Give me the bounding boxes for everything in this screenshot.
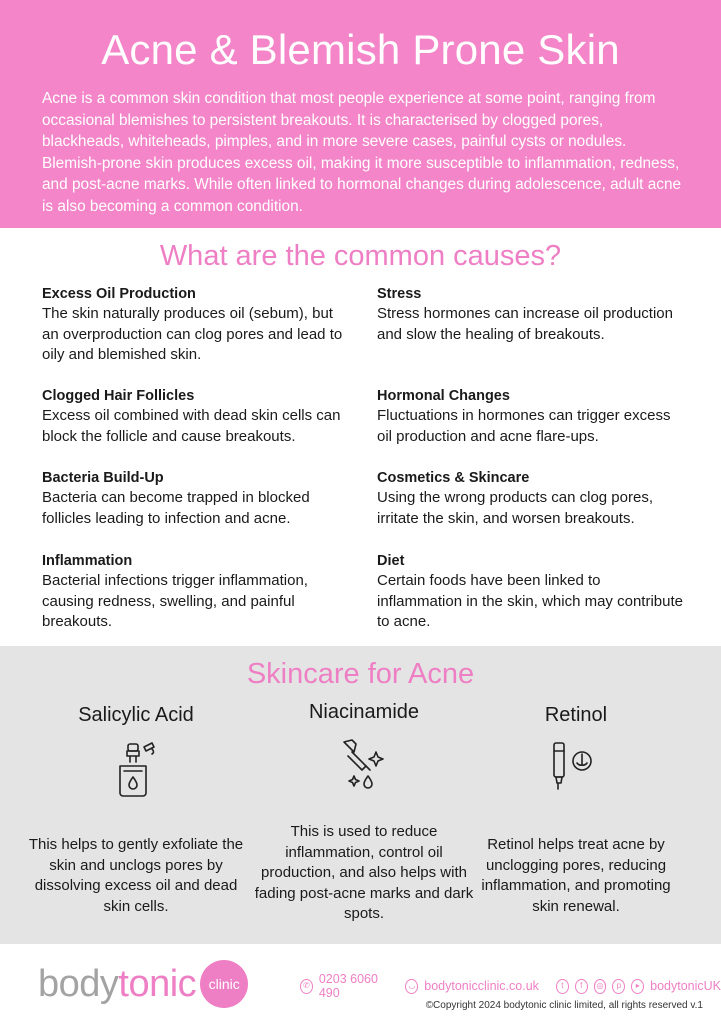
cause-heading: Clogged Hair Follicles xyxy=(42,388,195,404)
dropper-bottle-icon xyxy=(106,739,166,799)
product-name: Retinol xyxy=(544,704,608,726)
website-link[interactable]: bodytonicclinic.co.uk xyxy=(424,979,539,993)
logo-text-body: body xyxy=(38,962,119,1005)
social-handle[interactable]: bodytonicUK xyxy=(650,979,721,993)
cause-text: Excess oil combined with dead skin cells can block the follicle and cause breakouts. xyxy=(42,407,341,445)
product-description: Retinol helps treat acne by unclogging pores, reducing inflammation, and promoting skin renewal. xyxy=(481,836,671,915)
cause-heading: Hormonal Changes xyxy=(377,388,510,404)
skincare-title: Skincare for Acne xyxy=(246,658,475,690)
logo-clinic-badge: clinic xyxy=(200,960,248,1008)
cause-text: Bacterial infections trigger inflammation, causing redness, swelling, and painful breakouts. xyxy=(42,572,308,630)
pinterest-icon[interactable]: p xyxy=(612,979,625,994)
cause-item xyxy=(42,387,352,447)
cause-text: Stress hormones can increase oil production and slow the healing of breakouts. xyxy=(377,305,673,343)
cause-text: The skin naturally produces oil (sebum), but an overproduction can clog pores and lead to oily and blemished skin. xyxy=(42,305,343,363)
cause-heading: Cosmetics & Skincare xyxy=(377,470,530,486)
cause-item xyxy=(42,285,352,366)
product-description: This helps to gently exfoliate the skin and unclogs pores by dissolving excess oil and dead skin cells. xyxy=(28,836,244,915)
cause-heading: Stress xyxy=(377,286,422,302)
instagram-icon[interactable]: ◎ xyxy=(594,979,607,994)
cause-heading: Excess Oil Production xyxy=(42,286,196,302)
copyright-text: ©Copyright 2024 bodytonic clinic limited, all rights reserved v.1 xyxy=(425,1000,703,1011)
cause-item xyxy=(377,469,687,529)
serum-tube-icon xyxy=(546,739,606,799)
skincare-section xyxy=(0,646,721,944)
cause-item xyxy=(377,387,687,447)
intro-paragraph: Acne is a common skin condition that most people experience at some point, ranging from occasional blemishes to persistent breakouts. It is characterised by clogged pores, blackheads, whiteheads, pimples, and in more severe cases, painful cysts or nodules. Blemish-prone skin produces excess oil, making it more susceptible to inflammation, redness, and post-acne marks. While often linked to hormonal changes during adolescence, adult acne is also becoming a common condition. xyxy=(42,90,682,215)
cause-item xyxy=(42,469,352,529)
phone-icon: ✆ xyxy=(300,979,313,994)
twitter-icon[interactable]: t xyxy=(556,979,569,994)
product-card-niacinamide xyxy=(254,701,474,925)
cause-text: Fluctuations in hormones can trigger excess oil production and acne flare-ups. xyxy=(377,407,671,445)
header-banner xyxy=(0,0,721,228)
web-icon: ◡ xyxy=(405,979,418,994)
cause-heading: Bacteria Build-Up xyxy=(42,470,164,486)
cause-item xyxy=(42,552,352,633)
facebook-icon[interactable]: f xyxy=(575,979,588,994)
footer xyxy=(0,944,721,1024)
brand-logo[interactable] xyxy=(38,960,248,1008)
product-card-retinol xyxy=(466,704,686,917)
cause-item xyxy=(377,552,687,633)
product-name: Salicylic Acid xyxy=(78,704,194,726)
cause-item xyxy=(377,285,687,345)
product-description: This is used to reduce inflammation, control oil production, and also helps with fading post-acne marks and dark spots. xyxy=(254,823,474,922)
causes-title: What are the common causes? xyxy=(159,240,562,272)
logo-text-tonic: tonic xyxy=(118,962,197,1005)
contact-bar xyxy=(300,972,721,1000)
cause-heading: Inflammation xyxy=(42,553,133,569)
youtube-icon[interactable]: ▸ xyxy=(631,979,644,994)
product-card-salicylic xyxy=(26,704,246,917)
page-title: Acne & Blemish Prone Skin xyxy=(101,26,620,73)
cause-text: Using the wrong products can clog pores, irritate the skin, and worsen breakouts. xyxy=(377,489,653,527)
cause-text: Certain foods have been linked to inflammation in the skin, which may contribute to acne. xyxy=(377,572,683,630)
phone-number[interactable]: 0203 6060 490 xyxy=(318,972,378,1000)
pipette-sparkle-icon xyxy=(334,734,394,794)
product-name: Niacinamide xyxy=(308,701,420,723)
cause-heading: Diet xyxy=(377,553,405,569)
cause-text: Bacteria can become trapped in blocked follicles leading to infection and acne. xyxy=(42,489,310,527)
